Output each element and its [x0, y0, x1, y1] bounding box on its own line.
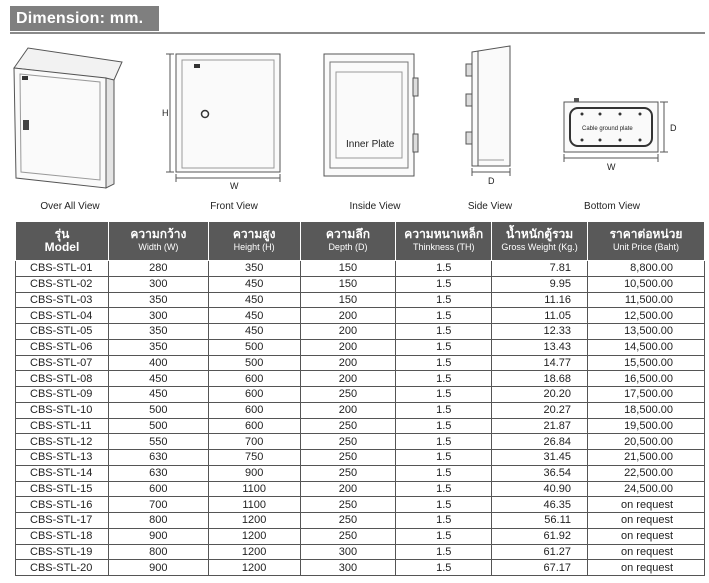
price-cell: 21,500.00	[588, 450, 705, 466]
column-header-english: Model	[44, 240, 80, 254]
column-header-thai: รุ่น	[54, 227, 70, 241]
weight-cell: 7.81	[492, 261, 588, 277]
column-header-thai: น้ำหนักตู้รวม	[505, 227, 574, 241]
height-cell: 900	[208, 465, 300, 481]
table-body	[16, 261, 705, 576]
thickness-cell: 1.5	[396, 387, 492, 403]
table-row	[16, 308, 705, 324]
thickness-cell: 1.5	[396, 402, 492, 418]
column-header	[108, 222, 208, 261]
table-row	[16, 513, 705, 529]
width-cell: 700	[108, 497, 208, 513]
column-header	[396, 222, 492, 261]
front-width-label: W	[230, 181, 239, 191]
height-cell: 1200	[208, 513, 300, 529]
price-cell: 12,500.00	[588, 308, 705, 324]
column-header-thai: ความกว้าง	[130, 227, 187, 241]
column-header-english: Height (H)	[233, 242, 275, 252]
height-cell: 450	[208, 324, 300, 340]
height-cell: 500	[208, 355, 300, 371]
thickness-cell: 1.5	[396, 497, 492, 513]
width-cell: 900	[108, 528, 208, 544]
table-row	[16, 450, 705, 466]
table-row	[16, 324, 705, 340]
weight-cell: 21.87	[492, 418, 588, 434]
column-header-thai: ความหนาเหล็ก	[404, 227, 484, 241]
width-cell: 400	[108, 355, 208, 371]
height-cell: 350	[208, 261, 300, 277]
thickness-cell: 1.5	[396, 261, 492, 277]
depth-cell: 300	[300, 560, 396, 576]
table-row	[16, 418, 705, 434]
depth-cell: 200	[300, 402, 396, 418]
thickness-cell: 1.5	[396, 544, 492, 560]
height-cell: 600	[208, 371, 300, 387]
price-cell: 13,500.00	[588, 324, 705, 340]
thickness-cell: 1.5	[396, 308, 492, 324]
thickness-cell: 1.5	[396, 371, 492, 387]
overall-view-drawing	[10, 42, 130, 192]
bottom-view-drawing	[560, 94, 690, 174]
cable-ground-plate-label: Cable ground plate	[582, 126, 633, 132]
width-cell: 350	[108, 324, 208, 340]
drawing-views	[0, 34, 709, 219]
model-cell: CBS-STL-08	[16, 371, 109, 387]
column-header-thai: ความลึก	[325, 227, 370, 241]
table-row	[16, 355, 705, 371]
price-cell: 17,500.00	[588, 387, 705, 403]
price-cell: 22,500.00	[588, 465, 705, 481]
thickness-cell: 1.5	[396, 450, 492, 466]
thickness-cell: 1.5	[396, 418, 492, 434]
height-cell: 600	[208, 402, 300, 418]
column-header-english: Depth (D)	[328, 242, 368, 252]
model-cell: CBS-STL-10	[16, 402, 109, 418]
weight-cell: 13.43	[492, 339, 588, 355]
weight-cell: 31.45	[492, 450, 588, 466]
thickness-cell: 1.5	[396, 465, 492, 481]
side-view-label: Side View	[467, 201, 513, 212]
width-cell: 900	[108, 560, 208, 576]
thickness-cell: 1.5	[396, 560, 492, 576]
width-cell: 500	[108, 418, 208, 434]
column-header-thai: ราคาต่อหน่วย	[609, 227, 683, 241]
width-cell: 630	[108, 465, 208, 481]
height-cell: 1100	[208, 481, 300, 497]
depth-cell: 200	[300, 324, 396, 340]
width-cell: 350	[108, 339, 208, 355]
width-cell: 500	[108, 402, 208, 418]
thickness-cell: 1.5	[396, 513, 492, 529]
front-view-label: Front View	[210, 201, 258, 212]
depth-cell: 300	[300, 544, 396, 560]
column-header-english: Thinkness (TH)	[413, 242, 475, 252]
thickness-cell: 1.5	[396, 481, 492, 497]
thickness-cell: 1.5	[396, 528, 492, 544]
bottom-width-label: W	[607, 162, 616, 172]
table-row	[16, 528, 705, 544]
width-cell: 800	[108, 513, 208, 529]
depth-cell: 250	[300, 387, 396, 403]
table-row	[16, 261, 705, 277]
height-cell: 450	[208, 308, 300, 324]
width-cell: 300	[108, 276, 208, 292]
column-header	[208, 222, 300, 261]
weight-cell: 14.77	[492, 355, 588, 371]
weight-cell: 20.27	[492, 402, 588, 418]
model-cell: CBS-STL-04	[16, 308, 109, 324]
price-cell: 15,500.00	[588, 355, 705, 371]
depth-cell: 250	[300, 418, 396, 434]
model-cell: CBS-STL-18	[16, 528, 109, 544]
price-cell: on request	[588, 497, 705, 513]
weight-cell: 46.35	[492, 497, 588, 513]
width-cell: 450	[108, 387, 208, 403]
thickness-cell: 1.5	[396, 434, 492, 450]
model-cell: CBS-STL-01	[16, 261, 109, 277]
price-cell: 18,500.00	[588, 402, 705, 418]
width-cell: 300	[108, 308, 208, 324]
depth-cell: 200	[300, 481, 396, 497]
depth-cell: 200	[300, 371, 396, 387]
height-cell: 750	[208, 450, 300, 466]
price-cell: on request	[588, 513, 705, 529]
column-header	[16, 222, 109, 261]
specification-table	[15, 221, 705, 576]
height-cell: 500	[208, 339, 300, 355]
weight-cell: 9.95	[492, 276, 588, 292]
thickness-cell: 1.5	[396, 339, 492, 355]
side-view-drawing	[458, 44, 528, 184]
bottom-view-label: Bottom View	[584, 201, 640, 212]
column-header	[588, 222, 705, 261]
depth-cell: 250	[300, 465, 396, 481]
weight-cell: 40.90	[492, 481, 588, 497]
price-cell: on request	[588, 544, 705, 560]
table-row	[16, 465, 705, 481]
table-row	[16, 276, 705, 292]
height-cell: 450	[208, 276, 300, 292]
depth-cell: 150	[300, 276, 396, 292]
price-cell: 11,500.00	[588, 292, 705, 308]
model-cell: CBS-STL-12	[16, 434, 109, 450]
column-header-english: Width (W)	[138, 242, 179, 252]
side-depth-label: D	[488, 176, 495, 186]
table-row	[16, 371, 705, 387]
model-cell: CBS-STL-05	[16, 324, 109, 340]
depth-cell: 250	[300, 450, 396, 466]
width-cell: 280	[108, 261, 208, 277]
column-header-english: Gross Weight (Kg.)	[501, 242, 578, 252]
price-cell: 10,500.00	[588, 276, 705, 292]
table-row	[16, 560, 705, 576]
model-cell: CBS-STL-11	[16, 418, 109, 434]
height-cell: 600	[208, 387, 300, 403]
width-cell: 450	[108, 371, 208, 387]
bottom-depth-label: D	[670, 123, 677, 133]
thickness-cell: 1.5	[396, 276, 492, 292]
table-row	[16, 434, 705, 450]
weight-cell: 20.20	[492, 387, 588, 403]
model-cell: CBS-STL-19	[16, 544, 109, 560]
thickness-cell: 1.5	[396, 292, 492, 308]
thickness-cell: 1.5	[396, 324, 492, 340]
table-row	[16, 544, 705, 560]
weight-cell: 36.54	[492, 465, 588, 481]
model-cell: CBS-STL-03	[16, 292, 109, 308]
depth-cell: 200	[300, 339, 396, 355]
column-header	[300, 222, 396, 261]
weight-cell: 11.16	[492, 292, 588, 308]
depth-cell: 250	[300, 497, 396, 513]
weight-cell: 61.92	[492, 528, 588, 544]
height-cell: 1200	[208, 544, 300, 560]
depth-cell: 200	[300, 355, 396, 371]
height-cell: 700	[208, 434, 300, 450]
inside-view-label: Inside View	[349, 201, 401, 212]
height-cell: 1100	[208, 497, 300, 513]
table-row	[16, 387, 705, 403]
table-row	[16, 481, 705, 497]
model-cell: CBS-STL-14	[16, 465, 109, 481]
price-cell: on request	[588, 560, 705, 576]
price-cell: 20,500.00	[588, 434, 705, 450]
table-row	[16, 402, 705, 418]
model-cell: CBS-STL-15	[16, 481, 109, 497]
table-header-row	[16, 222, 705, 261]
column-header	[492, 222, 588, 261]
model-cell: CBS-STL-09	[16, 387, 109, 403]
thickness-cell: 1.5	[396, 355, 492, 371]
depth-cell: 250	[300, 528, 396, 544]
width-cell: 550	[108, 434, 208, 450]
model-cell: CBS-STL-20	[16, 560, 109, 576]
inside-view-drawing	[320, 52, 430, 182]
price-cell: 8,800.00	[588, 261, 705, 277]
height-cell: 1200	[208, 528, 300, 544]
weight-cell: 18.68	[492, 371, 588, 387]
height-cell: 450	[208, 292, 300, 308]
model-cell: CBS-STL-17	[16, 513, 109, 529]
front-view-drawing	[160, 50, 290, 190]
price-cell: 24,500.00	[588, 481, 705, 497]
weight-cell: 11.05	[492, 308, 588, 324]
overall-view-label: Over All View	[40, 201, 100, 212]
depth-cell: 250	[300, 513, 396, 529]
depth-cell: 150	[300, 261, 396, 277]
front-height-label: H	[162, 108, 169, 118]
table-row	[16, 339, 705, 355]
page-title: Dimension: mm.	[10, 6, 159, 31]
table-row	[16, 292, 705, 308]
model-cell: CBS-STL-13	[16, 450, 109, 466]
model-cell: CBS-STL-06	[16, 339, 109, 355]
price-cell: 19,500.00	[588, 418, 705, 434]
width-cell: 600	[108, 481, 208, 497]
height-cell: 1200	[208, 560, 300, 576]
weight-cell: 56.11	[492, 513, 588, 529]
weight-cell: 26.84	[492, 434, 588, 450]
model-cell: CBS-STL-07	[16, 355, 109, 371]
model-cell: CBS-STL-02	[16, 276, 109, 292]
width-cell: 350	[108, 292, 208, 308]
weight-cell: 61.27	[492, 544, 588, 560]
depth-cell: 250	[300, 434, 396, 450]
table-row	[16, 497, 705, 513]
price-cell: on request	[588, 528, 705, 544]
price-cell: 16,500.00	[588, 371, 705, 387]
model-cell: CBS-STL-16	[16, 497, 109, 513]
width-cell: 630	[108, 450, 208, 466]
column-header-thai: ความสูง	[232, 227, 276, 241]
width-cell: 800	[108, 544, 208, 560]
price-cell: 14,500.00	[588, 339, 705, 355]
inner-plate-label: Inner Plate	[346, 139, 395, 150]
depth-cell: 200	[300, 308, 396, 324]
depth-cell: 150	[300, 292, 396, 308]
height-cell: 600	[208, 418, 300, 434]
weight-cell: 67.17	[492, 560, 588, 576]
column-header-english: Unit Price (Baht)	[612, 242, 680, 252]
weight-cell: 12.33	[492, 324, 588, 340]
